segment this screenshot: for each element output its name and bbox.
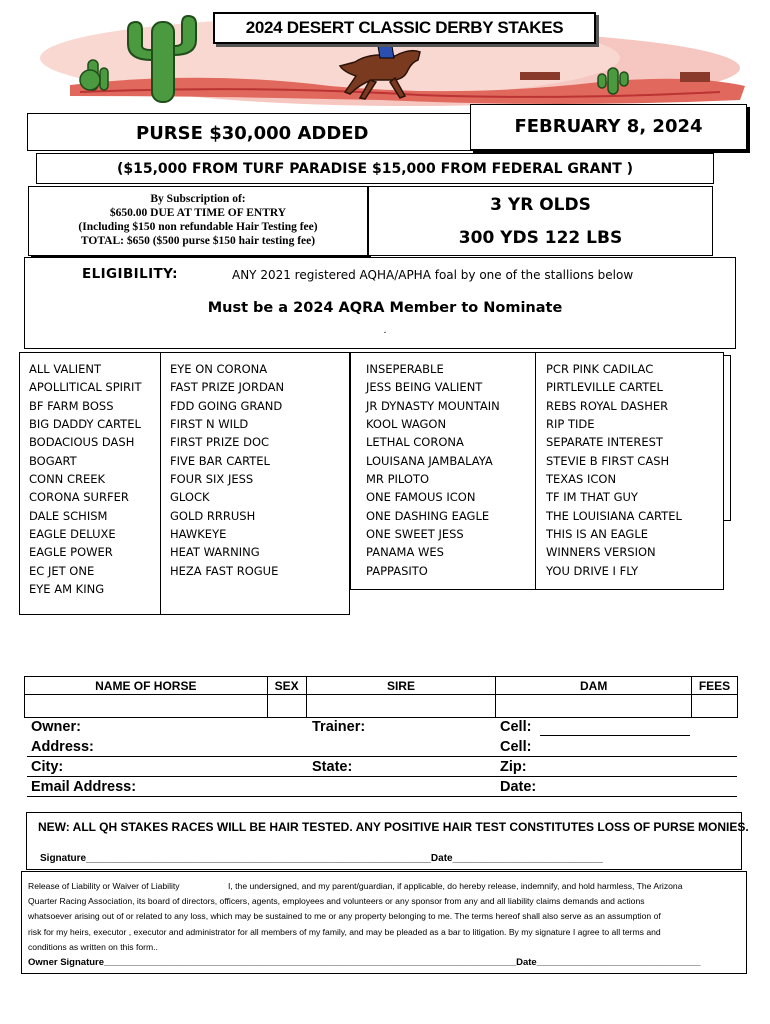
subscription-line: TOTAL: $650 ($500 purse $150 hair testing fee) (80, 235, 316, 247)
stallion-name: MR PILOTO (366, 472, 430, 487)
release-label: Release of Liability or Waiver of Liability (28, 881, 180, 891)
release-text-line: I, the undersigned, and my parent/guardian, if applicable, do hereby release, indemnify, and hold harmless, The Arizona (228, 881, 683, 891)
stallion-name: WINNERS VERSION (546, 545, 656, 560)
release-text-line: risk for my heirs, executor , executor and administrator for all members of my family, and may be pleaded as a bar to litigation. By my signature I agree to all terms and (28, 926, 661, 937)
stallion-name: EAGLE POWER (29, 545, 113, 560)
stallion-name: INSEPERABLE (366, 362, 444, 376)
city-label: City: (31, 759, 64, 775)
stallion-name: KOOL WAGON (366, 417, 447, 432)
race-conditions (368, 186, 713, 256)
header-name-of-horse: NAME OF HORSE (25, 677, 268, 695)
stallion-column-1 (29, 360, 141, 598)
stallion-name: THIS IS AN EAGLE (546, 527, 649, 542)
stallion-name: LETHAL CORONA (366, 435, 464, 450)
stallion-column-4 (546, 360, 682, 580)
stallion-name: BIG DADDY CARTEL (29, 417, 141, 432)
stallion-name: BOGART (29, 453, 77, 468)
stallion-name: JESS BEING VALIENT (366, 380, 483, 395)
email-label: Email Address: (31, 779, 137, 795)
purse-amount: PURSE $30,000 ADDED (27, 113, 487, 151)
owner-label: Owner: (31, 719, 81, 735)
stallion-name: YOU DRIVE I FLY (546, 563, 639, 578)
stallion-name: HEAT WARNING (170, 545, 260, 560)
stallion-name: DALE SCHISM (29, 508, 108, 523)
stallion-name: EC JET ONE (29, 563, 95, 578)
subscription-line: By Subscription of: (150, 193, 246, 205)
stallion-name: PCR PINK CADILAC (546, 362, 654, 376)
stallion-name: JR DYNASTY MOUNTAIN (366, 398, 500, 413)
hair-test-notice: NEW: ALL QH STAKES RACES WILL BE HAIR TESTED. ANY POSITIVE HAIR TEST CONSTITUTES LOSS OF PURSE MONIES. (38, 820, 749, 834)
stallion-name: CORONA SURFER (29, 490, 129, 505)
stallion-name: ONE FAMOUS ICON (366, 490, 476, 505)
stallion-name: FIRST N WILD (170, 417, 249, 432)
subscription-line: (Including $150 non refundable Hair Testing fee) (78, 221, 318, 233)
stallion-name: FOUR SIX JESS (170, 472, 254, 487)
nomination-dot: . (383, 324, 387, 336)
eligibility-label: ELIGIBILITY: (82, 266, 178, 282)
eligibility-text: ANY 2021 registered AQHA/APHA foal by one of the stallions below (232, 268, 634, 282)
stallion-name: FIVE BAR CARTEL (170, 453, 270, 468)
stallion-name: SEPARATE INTEREST (546, 435, 663, 450)
stallion-name: PANAMA WES (366, 545, 444, 560)
stallion-name: FIRST PRIZE DOC (170, 435, 270, 450)
signature-line[interactable]: Signature______________________________________________________________Date___________________________ (40, 853, 603, 864)
header-sex: SEX (267, 677, 306, 695)
stallion-name: STEVIE B FIRST CASH (546, 453, 670, 468)
release-text-line: whatsoever arising out of or related to any loss, which may be sustained to me or any property belonging to me. The terms hereof shall also serve as an assumption of (28, 911, 661, 922)
header-fees: FEES (692, 677, 738, 695)
release-text-line: Quarter Racing Association, its board of directors, officers, agents, employees and volunteers or any sponsor from any and all liability claims demands and actions (28, 896, 645, 907)
horse-entry-table (24, 676, 738, 718)
stallion-name: GOLD RRRUSH (170, 508, 256, 523)
owner-signature-line[interactable]: Owner Signature______________________________________________________________________________Date_______________________________ (28, 957, 701, 969)
release-of-liability (21, 871, 747, 974)
header-sire: SIRE (306, 677, 496, 695)
stallion-name: HAWKEYE (170, 527, 227, 542)
header-dam: DAM (496, 677, 692, 695)
stallion-column-2 (170, 360, 284, 580)
race-distance: 300 YDS 122 LBS (458, 228, 623, 248)
stallion-name: PIRTLEVILLE CARTEL (546, 380, 663, 395)
race-date: FEBRUARY 8, 2024 (470, 104, 747, 150)
release-text-line: conditions as written on this form.. (28, 941, 158, 952)
stallion-name: EYE ON CORONA (170, 362, 268, 376)
trainer-label: Trainer: (312, 719, 366, 735)
stallion-name: HEZA FAST ROGUE (170, 563, 279, 578)
stallion-name: REBS ROYAL DASHER (546, 398, 669, 413)
purse-grant-note: ($15,000 FROM TURF PARADISE $15,000 FROM FEDERAL GRANT ) (36, 153, 714, 184)
horse-fees-field[interactable] (692, 695, 738, 718)
stallion-name: EYE AM KING (29, 582, 105, 597)
stallion-name: GLOCK (170, 490, 210, 505)
stallion-name: EAGLE DELUXE (29, 527, 116, 542)
date-label: Date: (500, 779, 537, 795)
stallion-name: THE LOUISIANA CARTEL (546, 508, 682, 523)
race-age: 3 YR OLDS (490, 195, 591, 215)
horse-dam-field[interactable] (496, 695, 692, 718)
nomination-requirement: Must be a 2024 AQRA Member to Nominate (207, 300, 563, 316)
stallion-name: RIP TIDE (546, 417, 595, 432)
cell-label-2: Cell: (500, 739, 532, 755)
subscription-box (28, 186, 368, 256)
stallion-name: CONN CREEK (29, 472, 106, 487)
stallion-name: ONE SWEET JESS (366, 527, 464, 542)
stallion-name: FAST PRIZE JORDAN (170, 380, 285, 395)
stallion-name: ALL VALIENT (29, 362, 102, 376)
stallion-name: TEXAS ICON (546, 472, 617, 487)
stallion-name: FDD GOING GRAND (170, 398, 283, 413)
cell-label-1: Cell: (500, 719, 532, 735)
stallion-name: LOUISANA JAMBALAYA (366, 453, 493, 468)
address-label: Address: (31, 739, 94, 755)
subscription-line: $650.00 DUE AT TIME OF ENTRY (109, 207, 287, 219)
stallion-name: BF FARM BOSS (29, 398, 114, 413)
stallion-name: TF IM THAT GUY (546, 490, 638, 505)
stallion-name: PAPPASITO (366, 563, 428, 578)
stallion-name: ONE DASHING EAGLE (366, 508, 490, 523)
horse-sire-field[interactable] (306, 695, 496, 718)
stallion-name: BODACIOUS DASH (29, 435, 135, 450)
horse-name-field[interactable] (25, 695, 268, 718)
state-label: State: (312, 759, 353, 775)
page-title: 2024 DESERT CLASSIC DERBY STAKES (213, 12, 596, 44)
zip-label: Zip: (500, 759, 527, 775)
horse-sex-field[interactable] (267, 695, 306, 718)
stallion-column-3 (366, 360, 500, 580)
stallion-name: APOLLITICAL SPIRIT (29, 380, 142, 395)
